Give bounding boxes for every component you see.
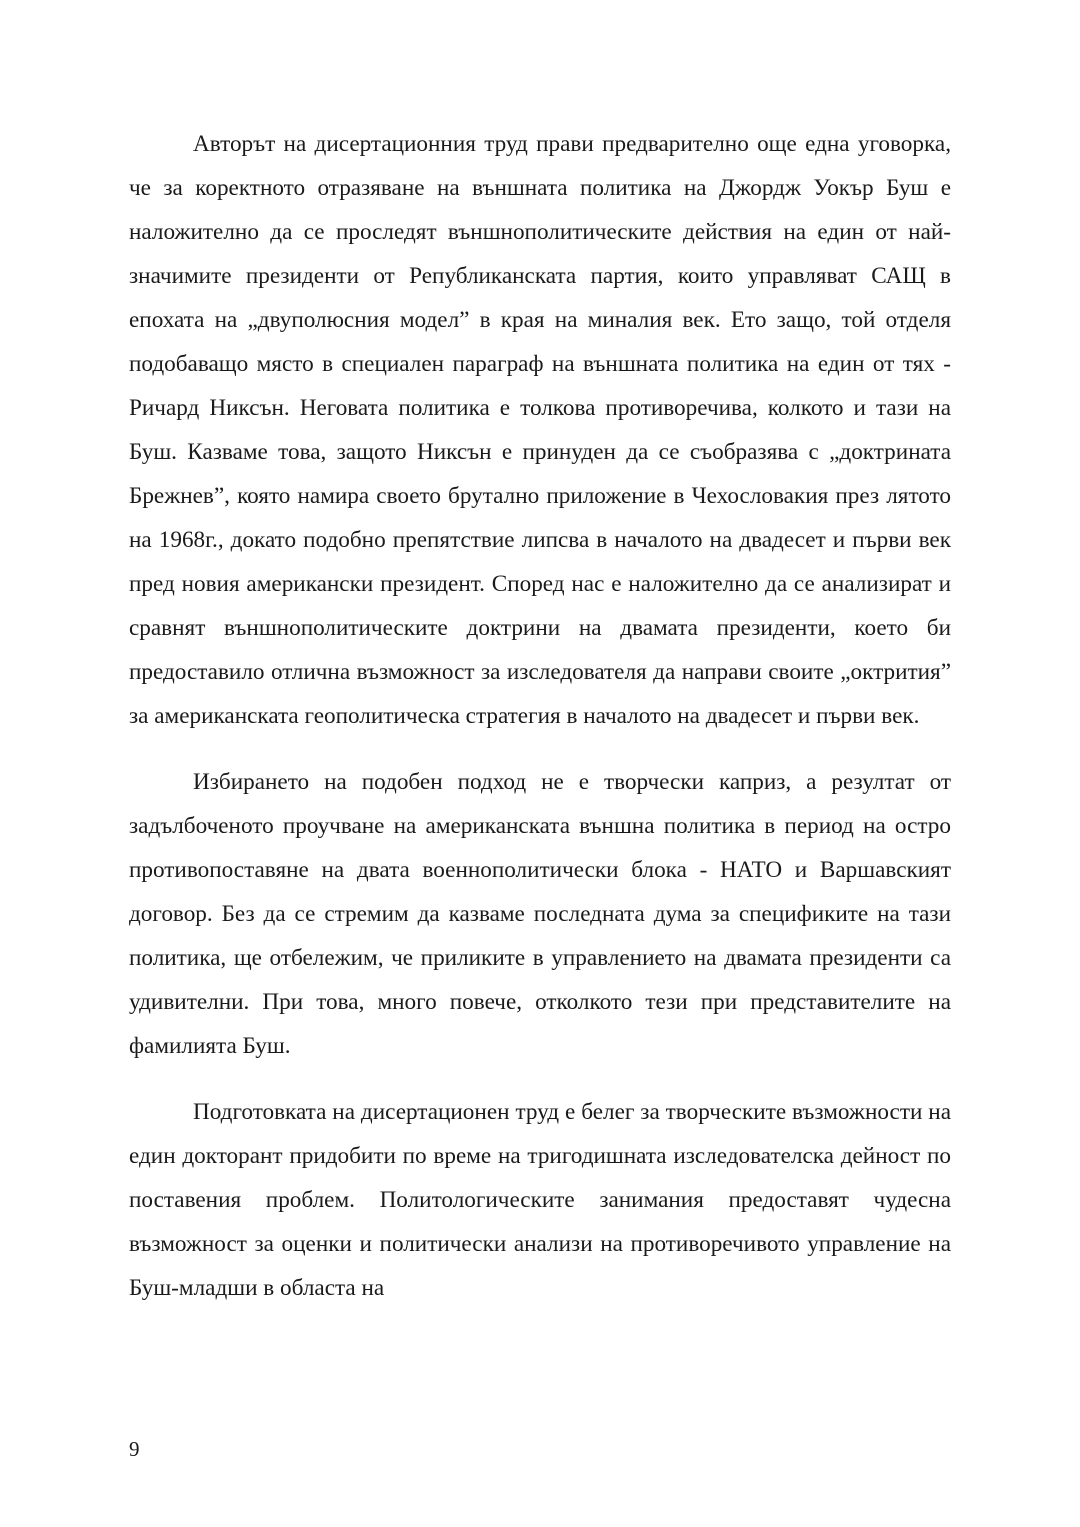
paragraph-3: Подготовката на дисертационен труд е белег за творческите възможности на един докторант придобити по време на тригодишната изследователска дейност по поставения проблем. Политологическите занимания предоставят чудесна възможност за оценки и политически анализи на противоречивото управление на Буш-младши в областа на xyxy=(129,1099,951,1301)
paragraph-1: Авторът на дисертационния труд прави предварително още една уговорка, че за коректното отразяване на външната политика на Джордж Уокър Буш е наложително да се проследят външнополитическите действия на един от най-значимите президенти от Републиканската партия, които управляват САЩ в епохата на „двуполюсния модел” в края на миналия век. Ето защо, той отделя подобаващо място в специален параграф на външната политика на един от тях - Ричард Никсън. Неговата политика е толкова противоречива, колкото и тази на Буш. Казваме това, защото Никсън е принуден да се съобразява с „доктрината Брежнев”, която намира своето брутално приложение в Чехословакия през лятото на 1968г., докато подобно препятствие липсва в началото на двадесет и първи век пред новия американски президент. Според нас е наложително да се анализират и сравнят външнополитическите доктрини на двамата президенти, което би предоставило отлична възможност за изследователя да направи своите „октрития” за американската геополитическа стратегия в началото на двадесет и първи век. xyxy=(129,131,951,729)
paragraph-2: Избирането на подобен подход не е творчески каприз, а резултат от задълбоченото проучване на американската външна политика в период на остро противопоставяне на двата военнополитически блока - НАТО и Варшавският договор. Без да се стремим да казваме последната дума за спецификите на тази политика, ще отбележим, че приликите в управлението на двамата президенти са удивителни. При това, много повече, отколкото тези при представителите на фамилията Буш. xyxy=(129,769,951,1059)
document-body xyxy=(129,122,951,1310)
page-number: 9 xyxy=(129,1437,140,1461)
